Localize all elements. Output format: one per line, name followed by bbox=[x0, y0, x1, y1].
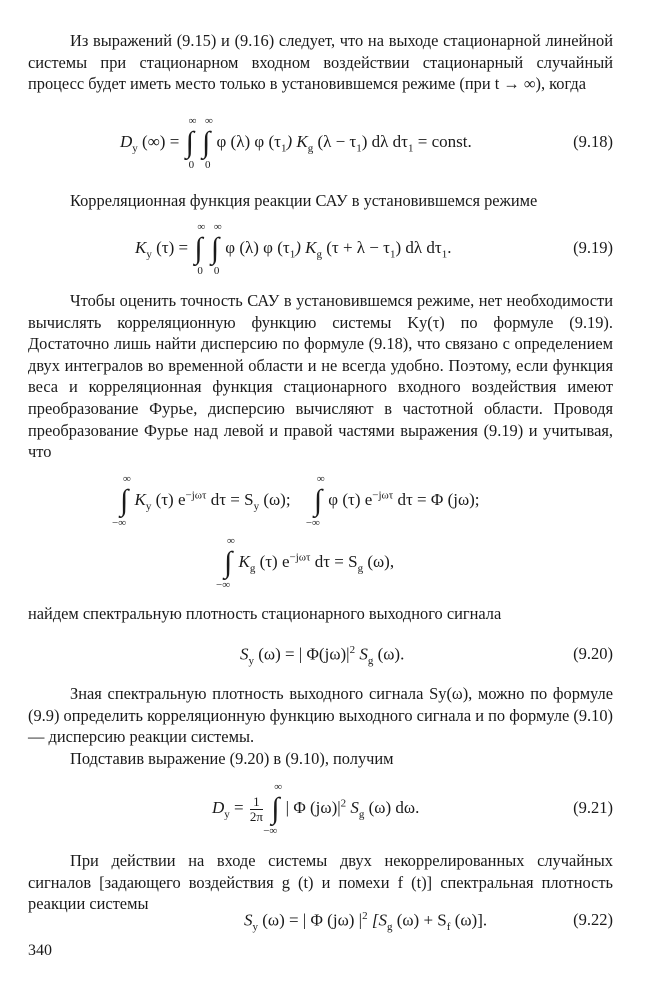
formula-text: ) K bbox=[295, 237, 317, 257]
equation-fourier-pair bbox=[0, 473, 657, 529]
page-number: 340 bbox=[28, 942, 52, 959]
formula-sup: 2 bbox=[362, 910, 368, 922]
formula-text: (ω) + S bbox=[392, 910, 447, 930]
formula-text: (λ − τ bbox=[317, 131, 357, 151]
equation-9-20 bbox=[0, 638, 657, 678]
formula-text: (ω) = | Φ(jω)| bbox=[254, 644, 350, 664]
formula-text: | Φ (jω)| bbox=[285, 797, 341, 817]
fraction-numerator: 1 bbox=[250, 795, 263, 810]
formula-text: (ω); bbox=[259, 489, 291, 509]
formula-9-20 bbox=[240, 644, 404, 667]
formula-text: . bbox=[447, 237, 452, 257]
formula-sub: g bbox=[367, 655, 374, 668]
fraction-denominator: 2π bbox=[249, 808, 263, 824]
formula-sup: −jωτ bbox=[289, 551, 311, 564]
formula-text: dτ = S bbox=[206, 489, 254, 509]
formula-fourier-kg bbox=[216, 535, 395, 591]
integral-upper: ∞ bbox=[316, 473, 325, 485]
formula-text: φ (λ) φ (τ bbox=[216, 131, 281, 151]
formula-sup: −jωτ bbox=[185, 489, 207, 502]
formula-symbol: K bbox=[134, 489, 146, 509]
formula-symbol: K bbox=[135, 237, 147, 257]
formula-symbol: S bbox=[244, 910, 253, 930]
integral-sign: ∫ ∞ −∞ bbox=[112, 473, 131, 529]
formula-text: (τ) e bbox=[155, 489, 186, 509]
formula-text: = bbox=[229, 797, 244, 817]
formula-fourier-pair bbox=[112, 473, 480, 529]
formula-text: (ω), bbox=[363, 551, 395, 571]
integral-upper: ∞ bbox=[274, 781, 283, 793]
integral-sign: ∫ ∞ −∞ bbox=[263, 781, 283, 837]
formula-sup: 2 bbox=[340, 797, 347, 810]
formula-sub: g bbox=[316, 248, 322, 261]
formula-text: dτ = Φ (jω); bbox=[393, 489, 480, 509]
paragraph-correlation: Корреляционная функция реакции САУ в установившемся режиме bbox=[70, 191, 538, 210]
integral-lower: 0 bbox=[197, 265, 203, 277]
formula-text: ) dλ dτ bbox=[361, 131, 409, 151]
formula-text: (ω). bbox=[373, 644, 405, 664]
formula-symbol: K bbox=[238, 551, 250, 571]
integral-sign: ∫ ∞ 0 bbox=[210, 221, 222, 277]
integral-lower: 0 bbox=[213, 265, 220, 277]
integral-upper: ∞ bbox=[197, 221, 206, 233]
formula-9-21 bbox=[212, 781, 420, 837]
fraction bbox=[250, 795, 263, 824]
formula-symbol: S bbox=[240, 644, 249, 664]
formula-text: φ (τ) e bbox=[328, 489, 373, 509]
formula-9-22 bbox=[244, 910, 487, 933]
paragraph-knowing: Зная спектральную плотность выходного сигнала Sy(ω), можно по формуле (9.9) определить корреляционную функцию выходного сигнала и по формуле (9.10) — дисперсию реакции системы. bbox=[28, 684, 613, 747]
equation-number: (9.21) bbox=[573, 798, 613, 817]
formula-9-19 bbox=[135, 221, 452, 277]
formula-sub: y bbox=[253, 500, 260, 513]
formula-text: (τ + λ − τ bbox=[326, 237, 390, 257]
formula-sub: g bbox=[357, 562, 364, 575]
integral-upper: ∞ bbox=[205, 115, 213, 127]
equation-fourier-kg bbox=[0, 535, 657, 591]
paragraph-spectral: найдем спектральную плотность стационарного выходного сигнала bbox=[28, 604, 502, 623]
integral-sign: ∫ ∞ −∞ bbox=[305, 473, 325, 529]
formula-text: φ (λ) φ (τ bbox=[225, 237, 290, 257]
formula-sub: 1 bbox=[408, 142, 414, 155]
formula-text: dτ = S bbox=[310, 551, 358, 571]
integral-upper: ∞ bbox=[227, 535, 235, 547]
formula-sub: y bbox=[224, 808, 230, 821]
equation-9-21 bbox=[0, 781, 657, 837]
formula-text: (ω) = | Φ (jω) | bbox=[258, 910, 363, 930]
formula-text: (ω)]. bbox=[450, 910, 488, 930]
formula-sub: 1 bbox=[356, 142, 362, 155]
formula-sub: 1 bbox=[280, 142, 287, 155]
formula-symbol: S bbox=[355, 644, 368, 664]
formula-sub: g bbox=[307, 142, 314, 155]
formula-sub: 1 bbox=[289, 248, 296, 261]
equation-number: (9.22) bbox=[573, 910, 613, 929]
integral-lower: −∞ bbox=[305, 517, 320, 529]
formula-9-18 bbox=[120, 115, 472, 171]
equation-9-18 bbox=[0, 115, 657, 171]
integral-sign: ∫ ∞ 0 bbox=[194, 221, 206, 277]
formula-symbol: S bbox=[346, 797, 359, 817]
paragraph-intro: Из выражений (9.15) и (9.16) следует, что на выходе стационарной линейной системы при стационарном входном воздействии стационарный случайный процесс будет иметь место только в установившемся режиме (при t → ∞), когда bbox=[28, 31, 613, 94]
formula-sub: 1 bbox=[441, 248, 448, 261]
formula-text: ) dλ dτ bbox=[395, 237, 442, 257]
formula-sub: 1 bbox=[389, 248, 396, 261]
equation-number: (9.19) bbox=[573, 238, 613, 257]
formula-symbol: D bbox=[212, 797, 225, 817]
integral-lower: −∞ bbox=[216, 579, 231, 591]
formula-sub: y bbox=[252, 921, 258, 934]
integral-upper: ∞ bbox=[188, 115, 197, 127]
paragraph-substituting: Подставив выражение (9.20) в (9.10), получим bbox=[70, 749, 394, 768]
paragraph-two-signals: При действии на входе системы двух некоррелированных случайных сигналов [задающего воздействия g (t) и помехи f (t)] спектральная плотность реакции системы bbox=[28, 851, 613, 914]
integral-sign: ∫ ∞ 0 bbox=[202, 115, 213, 171]
formula-text: (ω) dω. bbox=[364, 797, 420, 817]
paragraph-accuracy: Чтобы оценить точность САУ в установившемся режиме, нет необходимости вычислять корреляционную функцию системы Ky(τ) по формуле (9.19). Достаточно лишь найти дисперсию по формуле (9.18), что связано с определением двух интегралов во временной области и не всегда удобно. Поэтому, если функция веса и корреляционная функция стационарного входного воздействия имеют преобразование Фурье, дисперсию вычисляют в частотной области. Проводя преобразование Фурье над левой и правой частями выражения (9.19) и учитывая, что bbox=[28, 291, 613, 462]
formula-text: (τ) e bbox=[259, 551, 290, 571]
formula-sub: y bbox=[132, 142, 138, 155]
formula-sub: y bbox=[145, 500, 152, 513]
formula-text: (∞) = bbox=[142, 131, 180, 151]
integral-sign: ∫ ∞ −∞ bbox=[216, 535, 235, 591]
formula-sub: f bbox=[446, 921, 451, 934]
formula-sub: y bbox=[146, 248, 152, 261]
formula-text: = const. bbox=[413, 131, 472, 151]
integral-upper: ∞ bbox=[123, 473, 131, 485]
equation-number: (9.18) bbox=[573, 132, 613, 151]
formula-symbol: [S bbox=[367, 910, 387, 930]
formula-sup: 2 bbox=[349, 644, 356, 656]
formula-symbol: D bbox=[120, 131, 133, 151]
formula-sub: y bbox=[248, 655, 254, 668]
equation-9-19 bbox=[0, 221, 657, 277]
formula-text: (τ) = bbox=[156, 237, 189, 257]
equation-9-22 bbox=[0, 906, 657, 946]
integral-lower: 0 bbox=[188, 159, 195, 171]
integral-upper: ∞ bbox=[213, 221, 222, 233]
integral-lower: −∞ bbox=[263, 825, 278, 837]
equation-number: (9.20) bbox=[573, 644, 613, 663]
integral-lower: 0 bbox=[205, 159, 211, 171]
integral-lower: −∞ bbox=[112, 517, 127, 529]
formula-sub: g bbox=[358, 808, 365, 821]
integral-sign: ∫ ∞ 0 bbox=[185, 115, 197, 171]
formula-text: ) K bbox=[286, 131, 308, 151]
formula-sub: g bbox=[386, 921, 393, 934]
formula-sup: −jωτ bbox=[372, 489, 394, 502]
formula-sub: g bbox=[249, 562, 256, 575]
